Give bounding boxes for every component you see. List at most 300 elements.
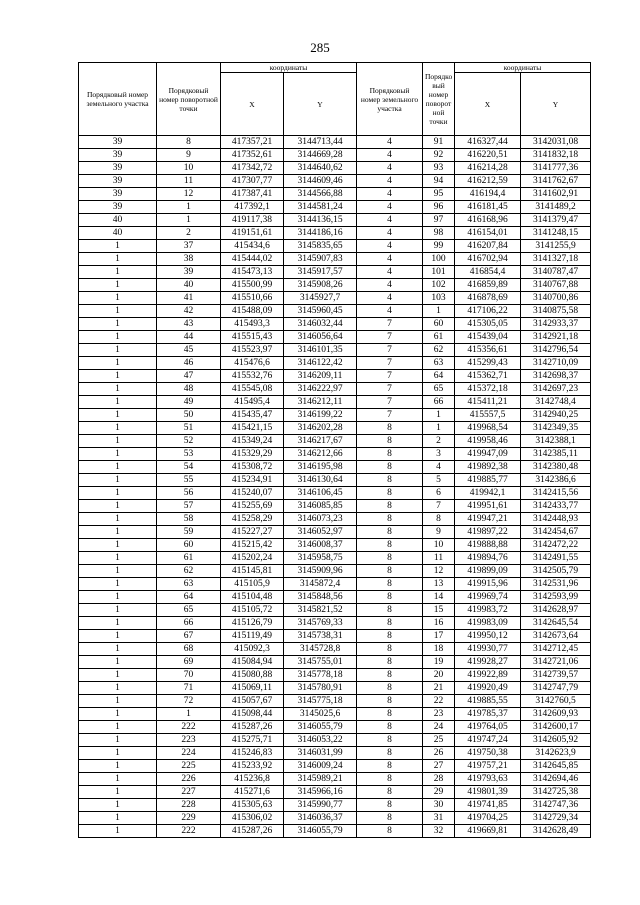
x-coordinate-right-cell: 419969,74	[455, 591, 521, 604]
parcel-number-cell: 39	[79, 188, 157, 201]
x-coordinate-right-cell: 419757,21	[455, 760, 521, 773]
point-number-cell: 60	[157, 539, 221, 552]
y-coordinate-cell: 3145755,01	[284, 656, 357, 669]
point-number-right-cell: 1	[423, 305, 455, 318]
x-coordinate-cell: 415500,99	[221, 279, 284, 292]
point-number-cell: 228	[157, 799, 221, 812]
point-number-right-cell: 95	[423, 188, 455, 201]
x-coordinate-right-cell: 416854,4	[455, 266, 521, 279]
point-number-right-cell: 24	[423, 721, 455, 734]
y-coordinate-right-cell: 3142710,09	[521, 357, 591, 370]
x-coordinate-right-cell: 416214,28	[455, 162, 521, 175]
header-point-number: Порядковый номер поворотной точки	[157, 63, 221, 136]
y-coordinate-right-cell: 3141248,15	[521, 227, 591, 240]
point-number-cell: 67	[157, 630, 221, 643]
y-coordinate-right-cell: 3142448,93	[521, 513, 591, 526]
y-coordinate-right-cell: 3142933,37	[521, 318, 591, 331]
table-row	[79, 409, 591, 422]
parcel-number-cell: 1	[79, 747, 157, 760]
table-row	[79, 565, 591, 578]
y-coordinate-right-cell: 3142628,49	[521, 825, 591, 838]
parcel-number-right-cell: 8	[357, 669, 423, 682]
parcel-number-cell: 39	[79, 136, 157, 149]
point-number-right-cell: 7	[423, 500, 455, 513]
y-coordinate-right-cell: 3142645,54	[521, 617, 591, 630]
x-coordinate-right-cell: 416194,4	[455, 188, 521, 201]
y-coordinate-cell: 3145780,91	[284, 682, 357, 695]
x-coordinate-cell: 415233,92	[221, 760, 284, 773]
point-number-right-cell: 94	[423, 175, 455, 188]
table-row	[79, 539, 591, 552]
y-coordinate-cell: 3144640,62	[284, 162, 357, 175]
point-number-right-cell: 26	[423, 747, 455, 760]
parcel-number-cell: 1	[79, 357, 157, 370]
parcel-number-right-cell: 8	[357, 617, 423, 630]
point-number-right-cell: 22	[423, 695, 455, 708]
parcel-number-right-cell: 8	[357, 500, 423, 513]
parcel-number-cell: 39	[79, 201, 157, 214]
y-coordinate-cell: 3146212,11	[284, 396, 357, 409]
y-coordinate-cell: 3145908,26	[284, 279, 357, 292]
parcel-number-cell: 1	[79, 448, 157, 461]
parcel-number-right-cell: 8	[357, 786, 423, 799]
point-number-cell: 226	[157, 773, 221, 786]
point-number-cell: 1	[157, 214, 221, 227]
y-coordinate-cell: 3146056,64	[284, 331, 357, 344]
point-number-right-cell: 98	[423, 227, 455, 240]
y-coordinate-right-cell: 3141832,18	[521, 149, 591, 162]
parcel-number-cell: 1	[79, 487, 157, 500]
y-coordinate-right-cell: 3142454,67	[521, 526, 591, 539]
parcel-number-right-cell: 7	[357, 396, 423, 409]
parcel-number-cell: 1	[79, 656, 157, 669]
y-coordinate-cell: 3145728,8	[284, 643, 357, 656]
point-number-right-cell: 64	[423, 370, 455, 383]
point-number-cell: 43	[157, 318, 221, 331]
parcel-number-right-cell: 4	[357, 136, 423, 149]
parcel-number-right-cell: 8	[357, 643, 423, 656]
parcel-number-cell: 1	[79, 591, 157, 604]
x-coordinate-cell: 415119,49	[221, 630, 284, 643]
parcel-number-cell: 1	[79, 760, 157, 773]
x-coordinate-right-cell: 415372,18	[455, 383, 521, 396]
y-coordinate-right-cell: 3142729,34	[521, 812, 591, 825]
parcel-number-cell: 1	[79, 318, 157, 331]
parcel-number-right-cell: 4	[357, 149, 423, 162]
x-coordinate-right-cell: 419897,22	[455, 526, 521, 539]
point-number-right-cell: 103	[423, 292, 455, 305]
x-coordinate-cell: 417307,77	[221, 175, 284, 188]
parcel-number-cell: 1	[79, 253, 157, 266]
x-coordinate-right-cell: 419947,21	[455, 513, 521, 526]
table-body	[79, 136, 591, 838]
point-number-cell: 41	[157, 292, 221, 305]
x-coordinate-cell: 417342,72	[221, 162, 284, 175]
x-coordinate-right-cell: 419928,27	[455, 656, 521, 669]
y-coordinate-cell: 3145960,45	[284, 305, 357, 318]
point-number-cell: 48	[157, 383, 221, 396]
y-coordinate-right-cell: 3142609,93	[521, 708, 591, 721]
y-coordinate-right-cell: 3142697,23	[521, 383, 591, 396]
point-number-right-cell: 92	[423, 149, 455, 162]
x-coordinate-cell: 415098,44	[221, 708, 284, 721]
x-coordinate-cell: 415473,13	[221, 266, 284, 279]
x-coordinate-right-cell: 415557,5	[455, 409, 521, 422]
point-number-right-cell: 1	[423, 422, 455, 435]
y-coordinate-cell: 3146008,37	[284, 539, 357, 552]
y-coordinate-cell: 3145872,4	[284, 578, 357, 591]
point-number-cell: 9	[157, 149, 221, 162]
parcel-number-right-cell: 8	[357, 474, 423, 487]
y-coordinate-cell: 3145775,18	[284, 695, 357, 708]
parcel-number-right-cell: 8	[357, 799, 423, 812]
point-number-right-cell: 10	[423, 539, 455, 552]
point-number-cell: 56	[157, 487, 221, 500]
x-coordinate-cell: 415306,02	[221, 812, 284, 825]
y-coordinate-right-cell: 3142725,38	[521, 786, 591, 799]
x-coordinate-cell: 415523,97	[221, 344, 284, 357]
parcel-number-cell: 39	[79, 162, 157, 175]
table-row	[79, 422, 591, 435]
x-coordinate-right-cell: 419669,81	[455, 825, 521, 838]
x-coordinate-cell: 415202,24	[221, 552, 284, 565]
point-number-cell: 40	[157, 279, 221, 292]
y-coordinate-right-cell: 3142628,97	[521, 604, 591, 617]
parcel-number-right-cell: 8	[357, 552, 423, 565]
parcel-number-right-cell: 8	[357, 422, 423, 435]
point-number-cell: 50	[157, 409, 221, 422]
y-coordinate-cell: 3144713,44	[284, 136, 357, 149]
point-number-right-cell: 19	[423, 656, 455, 669]
y-coordinate-right-cell: 3142645,85	[521, 760, 591, 773]
x-coordinate-right-cell: 419892,38	[455, 461, 521, 474]
table-row	[79, 292, 591, 305]
parcel-number-right-cell: 8	[357, 487, 423, 500]
x-coordinate-right-cell: 419747,24	[455, 734, 521, 747]
y-coordinate-right-cell: 3142921,18	[521, 331, 591, 344]
x-coordinate-right-cell: 419958,46	[455, 435, 521, 448]
parcel-number-right-cell: 8	[357, 773, 423, 786]
y-coordinate-cell: 3145907,83	[284, 253, 357, 266]
header-coordinates-right: координаты	[455, 63, 591, 73]
parcel-number-right-cell: 7	[357, 409, 423, 422]
y-coordinate-cell: 3146122,42	[284, 357, 357, 370]
x-coordinate-cell: 415515,43	[221, 331, 284, 344]
y-coordinate-right-cell: 3142605,92	[521, 734, 591, 747]
x-coordinate-right-cell: 419942,1	[455, 487, 521, 500]
point-number-cell: 69	[157, 656, 221, 669]
x-coordinate-cell: 415069,11	[221, 682, 284, 695]
header-y-left: Y	[284, 73, 357, 136]
parcel-number-cell: 1	[79, 825, 157, 838]
parcel-number-right-cell: 8	[357, 526, 423, 539]
y-coordinate-right-cell: 3142031,08	[521, 136, 591, 149]
y-coordinate-right-cell: 3141379,47	[521, 214, 591, 227]
y-coordinate-right-cell: 3142505,79	[521, 565, 591, 578]
header-x-right: X	[455, 73, 521, 136]
parcel-number-right-cell: 4	[357, 175, 423, 188]
y-coordinate-right-cell: 3142433,77	[521, 500, 591, 513]
table-row	[79, 227, 591, 240]
parcel-number-cell: 1	[79, 331, 157, 344]
x-coordinate-cell: 415488,09	[221, 305, 284, 318]
parcel-number-right-cell: 8	[357, 539, 423, 552]
table-row	[79, 331, 591, 344]
x-coordinate-right-cell: 416220,51	[455, 149, 521, 162]
parcel-number-cell: 1	[79, 786, 157, 799]
table-row	[79, 149, 591, 162]
x-coordinate-cell: 415258,29	[221, 513, 284, 526]
point-number-cell: 1	[157, 201, 221, 214]
table-row	[79, 604, 591, 617]
parcel-number-cell: 39	[79, 175, 157, 188]
point-number-cell: 11	[157, 175, 221, 188]
y-coordinate-cell: 3144186,16	[284, 227, 357, 240]
point-number-cell: 51	[157, 422, 221, 435]
point-number-right-cell: 93	[423, 162, 455, 175]
parcel-number-cell: 1	[79, 604, 157, 617]
x-coordinate-right-cell: 416327,44	[455, 136, 521, 149]
y-coordinate-cell: 3146195,98	[284, 461, 357, 474]
y-coordinate-right-cell: 3142721,06	[521, 656, 591, 669]
point-number-cell: 224	[157, 747, 221, 760]
y-coordinate-right-cell: 3142739,57	[521, 669, 591, 682]
x-coordinate-right-cell: 416168,96	[455, 214, 521, 227]
y-coordinate-right-cell: 3142747,36	[521, 799, 591, 812]
table-row	[79, 786, 591, 799]
parcel-number-cell: 1	[79, 552, 157, 565]
table-row	[79, 513, 591, 526]
x-coordinate-cell: 415287,26	[221, 721, 284, 734]
point-number-right-cell: 100	[423, 253, 455, 266]
y-coordinate-right-cell: 3142380,48	[521, 461, 591, 474]
point-number-cell: 63	[157, 578, 221, 591]
table-row	[79, 799, 591, 812]
header-parcel-number: Порядковый номер земельного участка	[79, 63, 157, 136]
parcel-number-right-cell: 7	[357, 318, 423, 331]
point-number-cell: 52	[157, 435, 221, 448]
point-number-cell: 223	[157, 734, 221, 747]
x-coordinate-cell: 415476,6	[221, 357, 284, 370]
y-coordinate-cell: 3146209,11	[284, 370, 357, 383]
point-number-cell: 45	[157, 344, 221, 357]
y-coordinate-right-cell: 3142694,46	[521, 773, 591, 786]
x-coordinate-right-cell: 419930,77	[455, 643, 521, 656]
x-coordinate-right-cell: 419793,63	[455, 773, 521, 786]
x-coordinate-cell: 415215,42	[221, 539, 284, 552]
parcel-number-cell: 1	[79, 422, 157, 435]
parcel-number-right-cell: 8	[357, 656, 423, 669]
point-number-cell: 47	[157, 370, 221, 383]
parcel-number-cell: 1	[79, 643, 157, 656]
x-coordinate-cell: 415545,08	[221, 383, 284, 396]
point-number-right-cell: 27	[423, 760, 455, 773]
y-coordinate-cell: 3144609,46	[284, 175, 357, 188]
x-coordinate-cell: 415145,81	[221, 565, 284, 578]
table-row	[79, 357, 591, 370]
y-coordinate-cell: 3145909,96	[284, 565, 357, 578]
x-coordinate-right-cell: 415411,21	[455, 396, 521, 409]
point-number-cell: 62	[157, 565, 221, 578]
parcel-number-cell: 1	[79, 630, 157, 643]
table-row	[79, 578, 591, 591]
parcel-number-cell: 1	[79, 383, 157, 396]
point-number-right-cell: 66	[423, 396, 455, 409]
y-coordinate-cell: 3146009,24	[284, 760, 357, 773]
y-coordinate-right-cell: 3142386,6	[521, 474, 591, 487]
point-number-right-cell: 91	[423, 136, 455, 149]
point-number-cell: 54	[157, 461, 221, 474]
x-coordinate-right-cell: 419741,85	[455, 799, 521, 812]
point-number-cell: 37	[157, 240, 221, 253]
x-coordinate-cell: 415227,27	[221, 526, 284, 539]
y-coordinate-right-cell: 3142531,96	[521, 578, 591, 591]
parcel-number-cell: 1	[79, 266, 157, 279]
x-coordinate-cell: 415092,3	[221, 643, 284, 656]
x-coordinate-cell: 415105,9	[221, 578, 284, 591]
point-number-right-cell: 8	[423, 513, 455, 526]
parcel-number-right-cell: 4	[357, 227, 423, 240]
point-number-cell: 12	[157, 188, 221, 201]
point-number-right-cell: 11	[423, 552, 455, 565]
parcel-number-cell: 1	[79, 721, 157, 734]
parcel-number-cell: 1	[79, 708, 157, 721]
y-coordinate-right-cell: 3141762,67	[521, 175, 591, 188]
parcel-number-right-cell: 8	[357, 565, 423, 578]
table-row	[79, 591, 591, 604]
parcel-number-cell: 1	[79, 513, 157, 526]
point-number-right-cell: 61	[423, 331, 455, 344]
x-coordinate-right-cell: 419750,38	[455, 747, 521, 760]
table-row	[79, 162, 591, 175]
table-row	[79, 448, 591, 461]
x-coordinate-right-cell: 419915,96	[455, 578, 521, 591]
parcel-number-right-cell: 4	[357, 253, 423, 266]
table-row	[79, 669, 591, 682]
y-coordinate-cell: 3144581,24	[284, 201, 357, 214]
parcel-number-cell: 1	[79, 799, 157, 812]
x-coordinate-cell: 417357,21	[221, 136, 284, 149]
y-coordinate-cell: 3146212,66	[284, 448, 357, 461]
y-coordinate-right-cell: 3140767,88	[521, 279, 591, 292]
y-coordinate-right-cell: 3142385,11	[521, 448, 591, 461]
parcel-number-right-cell: 4	[357, 240, 423, 253]
table-row	[79, 760, 591, 773]
point-number-right-cell: 65	[423, 383, 455, 396]
parcel-number-cell: 40	[79, 214, 157, 227]
x-coordinate-cell: 415236,8	[221, 773, 284, 786]
point-number-right-cell: 5	[423, 474, 455, 487]
table-row	[79, 435, 591, 448]
point-number-cell: 72	[157, 695, 221, 708]
y-coordinate-right-cell: 3142349,35	[521, 422, 591, 435]
y-coordinate-cell: 3146053,22	[284, 734, 357, 747]
y-coordinate-cell: 3145821,52	[284, 604, 357, 617]
y-coordinate-cell: 3146031,99	[284, 747, 357, 760]
point-number-right-cell: 97	[423, 214, 455, 227]
point-number-cell: 59	[157, 526, 221, 539]
point-number-cell: 1	[157, 708, 221, 721]
table-row	[79, 708, 591, 721]
point-number-cell: 227	[157, 786, 221, 799]
point-number-right-cell: 25	[423, 734, 455, 747]
table-row	[79, 721, 591, 734]
parcel-number-cell: 1	[79, 526, 157, 539]
y-coordinate-cell: 3145990,77	[284, 799, 357, 812]
point-number-right-cell: 60	[423, 318, 455, 331]
point-number-right-cell: 12	[423, 565, 455, 578]
x-coordinate-right-cell: 419951,61	[455, 500, 521, 513]
point-number-cell: 10	[157, 162, 221, 175]
point-number-cell: 222	[157, 721, 221, 734]
x-coordinate-cell: 415275,71	[221, 734, 284, 747]
table-row	[79, 487, 591, 500]
table-row	[79, 214, 591, 227]
y-coordinate-right-cell: 3142712,45	[521, 643, 591, 656]
x-coordinate-right-cell: 415356,61	[455, 344, 521, 357]
x-coordinate-right-cell: 415299,43	[455, 357, 521, 370]
table-row	[79, 240, 591, 253]
parcel-number-cell: 1	[79, 617, 157, 630]
point-number-right-cell: 18	[423, 643, 455, 656]
point-number-cell: 61	[157, 552, 221, 565]
x-coordinate-cell: 415434,6	[221, 240, 284, 253]
parcel-number-cell: 1	[79, 409, 157, 422]
parcel-number-right-cell: 7	[357, 344, 423, 357]
table-row	[79, 500, 591, 513]
table-row	[79, 383, 591, 396]
point-number-right-cell: 23	[423, 708, 455, 721]
table-row	[79, 253, 591, 266]
x-coordinate-right-cell: 419983,72	[455, 604, 521, 617]
y-coordinate-cell: 3145917,57	[284, 266, 357, 279]
x-coordinate-right-cell: 419764,05	[455, 721, 521, 734]
table-row	[79, 396, 591, 409]
y-coordinate-right-cell: 3142623,9	[521, 747, 591, 760]
x-coordinate-right-cell: 419704,25	[455, 812, 521, 825]
y-coordinate-cell: 3146101,35	[284, 344, 357, 357]
point-number-cell: 71	[157, 682, 221, 695]
x-coordinate-right-cell: 419968,54	[455, 422, 521, 435]
x-coordinate-cell: 415126,79	[221, 617, 284, 630]
point-number-right-cell: 101	[423, 266, 455, 279]
parcel-number-cell: 1	[79, 578, 157, 591]
parcel-number-right-cell: 8	[357, 604, 423, 617]
y-coordinate-cell: 3145848,56	[284, 591, 357, 604]
parcel-number-right-cell: 8	[357, 682, 423, 695]
y-coordinate-cell: 3146222,97	[284, 383, 357, 396]
table-row	[79, 656, 591, 669]
parcel-number-cell: 1	[79, 292, 157, 305]
parcel-number-cell: 1	[79, 669, 157, 682]
y-coordinate-right-cell: 3142940,25	[521, 409, 591, 422]
y-coordinate-cell: 3146085,85	[284, 500, 357, 513]
parcel-number-cell: 1	[79, 240, 157, 253]
x-coordinate-cell: 417352,61	[221, 149, 284, 162]
parcel-number-cell: 1	[79, 370, 157, 383]
point-number-cell: 66	[157, 617, 221, 630]
x-coordinate-cell: 419117,38	[221, 214, 284, 227]
x-coordinate-cell: 415495,4	[221, 396, 284, 409]
parcel-number-right-cell: 8	[357, 812, 423, 825]
y-coordinate-cell: 3144566,88	[284, 188, 357, 201]
y-coordinate-cell: 3146199,22	[284, 409, 357, 422]
header-coordinates-left: координаты	[221, 63, 357, 73]
point-number-right-cell: 14	[423, 591, 455, 604]
y-coordinate-cell: 3146032,44	[284, 318, 357, 331]
y-coordinate-right-cell: 3142760,5	[521, 695, 591, 708]
point-number-right-cell: 102	[423, 279, 455, 292]
